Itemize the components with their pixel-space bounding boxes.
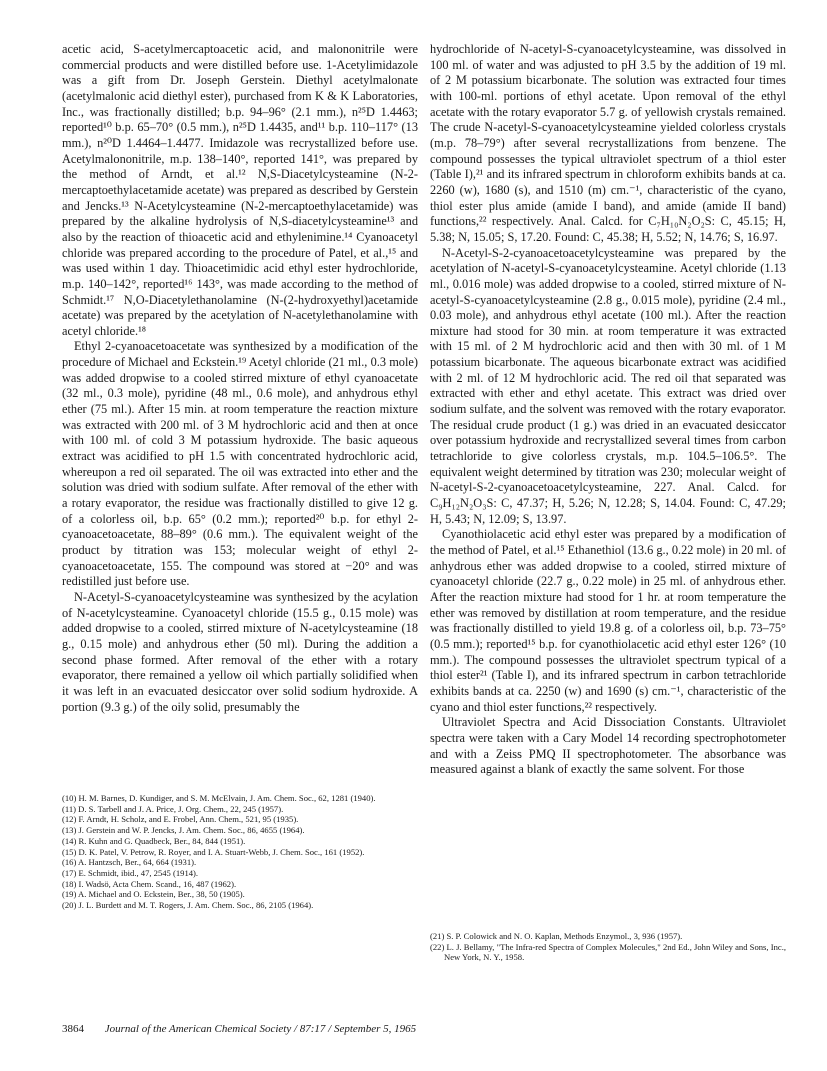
right-column xyxy=(430,42,786,778)
footnote: (22) L. J. Bellamy, "The Infra-red Spectra of Complex Molecules," 2nd Ed., John Wiley and Sons, Inc., New York, N. Y., 1958. xyxy=(430,941,786,963)
footnote: (21) S. P. Colowick and N. O. Kaplan, Methods Enzymol., 3, 936 (1957). xyxy=(430,931,683,941)
paragraph: acetic acid, S-acetylmercaptoacetic acid, and malononitrile were commercial products and were distilled before use. 1-Acetylimidazole was a gift from Dr. Joseph Gerstein. Diethyl acetylmalonate (acetylmalonic acid diethyl ester), purchased from K & K Laboratories, Inc., was fractionally distilled; b.p. 94–96° (2.1 mm.), n²⁵D 1.4463; reported¹⁰ b.p. 65–70° (0.5 mm.), n²⁵D 1.4435, and¹¹ b.p. 110–117° (13 mm.), n²⁰D 1.4464–1.4477. Imidazole was recrystallized before use. Acetylmalononitrile, m.p. 138–140°, reported 141°, was prepared by the method of Arndt, et al.¹² N,S-Diacetylcysteamine (N-2-mercaptoethylacetamide acetate) was prepared as described by Gerstein and Jencks.¹³ N-Acetylcysteamine (N-2-mercaptoethylacetamide) was prepared by the alkaline hydrolysis of N,S-diacetylcysteamine¹³ and also by the reaction of thioacetic acid and ethylenimine.¹⁴ Cyanoacetyl chloride was prepared according to the procedure of Patel, et al.,¹⁵ and was used within 1 day. Thioacetimidic acid ethyl ester hydrochloride, m.p. 140–142°, reported¹⁶ 143°, was made according to the method of Schmidt.¹⁷ N,O-Diacetylethanolamine (N-(2-hydroxyethyl)acetamide acetate) was prepared by the acetylation of N-acetylethanolamine with acetyl chloride.¹⁸ xyxy=(62,42,418,338)
paragraph: Ethyl 2-cyanoacetoacetate was synthesized by a modification of the procedure of Michael and Eckstein.¹⁹ Acetyl chloride (21 ml., 0.3 mole) was added dropwise to a cooled stirred mixture of ethyl cyanoacetate (32 ml., 0.3 mole), pyridine (48 ml., 0.6 mole), and anhydrous ethyl ether (75 ml.). After 15 min. at room temperature the reaction mixture was extracted with 200 ml. of 3 M hydrochloric acid and then at once with 100 ml. of cold 3 M potassium hydroxide. The basic aqueous extract was acidified to pH 1.5 with concentrated hydrochloric acid, whereupon a red oil separated. The oil was extracted into ether and the solution was dried with sodium sulfate. After removal of the ether with a rotary evaporator, the residue was fractionally distilled to give 12 g. of a colorless oil, b.p. 65° (0.2 mm.); reported²⁰ b.p. for ethyl 2-cyanoacetoacetate, 88–89° (0.6 mm.). The equivalent weight of the product by titration was 153; molecular weight of ethyl 2-cyanoacetoacetate, 155. The compound was stored at −20° and was redistilled just before use. xyxy=(62,339,418,589)
footnote: (13) J. Gerstein and W. P. Jencks, J. Am. Chem. Soc., 86, 4655 (1964). xyxy=(62,825,305,836)
footnote: (12) F. Arndt, H. Scholz, and E. Frobel, Ann. Chem., 521, 95 (1935). xyxy=(62,814,299,825)
footnote: (15) D. K. Patel, V. Petrow, R. Royer, and I. A. Stuart-Webb, J. Chem. Soc., 161 (1952). xyxy=(62,846,365,857)
paragraph: hydrochloride of N-acetyl-S-cyanoacetylcysteamine, was dissolved in 100 ml. of water and was adjusted to pH 3.5 by the addition of 19 ml. of 2 M potassium bicarbonate. The solution was extracted four times with 100-ml. portions of ethyl acetate. Upon removal of the ethyl acetate with the rotary evaporator 5.7 g. of yellowish crystals remained. The crude N-acetyl-S-cyanoacetylcysteamine yielded colorless crystals (m.p. 78–79°) after several recrystallizations from benzene. The compound possesses the typical ultraviolet spectrum of a thiol ester (Table I),²¹ and its infrared spectrum in chloroform exhibits bands at ca. 2260 (w), 1680 (s), and 1510 (m) cm.⁻¹, characteristic of the cyano, thiol ester plus amide (amide I band), and amide (amide II band) functions,²² respectively. Anal. Calcd. for C₇H₁₀N₂O₂S: C, 45.15; H, 5.38; N, 15.05; S, 17.20. Found: C, 45.38; H, 5.52; N, 14.76; S, 16.97. xyxy=(430,42,786,244)
paragraph: N-Acetyl-S-cyanoacetylcysteamine was synthesized by the acylation of N-acetylcysteamine. Cyanoacetyl chloride (15.5 g., 0.15 mole) was added dropwise to a cooled, stirred mixture of N-acetylcysteamine (18 g., 0.15 mole) and anhydrous ether (50 ml). During the addition a second phase formed. After removal of the ether with a rotary evaporator, there remained a yellow oil which partially solidified when it was left in an evacuated desiccator over solid sodium hydroxide. A portion (9.3 g.) of the oily solid, presumably the xyxy=(62,589,418,714)
footnote: (14) R. Kuhn and G. Quadbeck, Ber., 84, 844 (1951). xyxy=(62,835,246,846)
footnote: (17) E. Schmidt, ibid., 47, 2545 (1914). xyxy=(62,867,199,878)
page-number: 3864 xyxy=(62,1023,84,1035)
footnote: (18) I. Wadsö, Acta Chem. Scand., 16, 487 (1962). xyxy=(62,878,237,889)
paragraph: N-Acetyl-S-2-cyanoacetoacetylcysteamine was prepared by the acetylation of N-acetyl-S-cyanoacetylcysteamine. Acetyl chloride (1.13 ml., 0.016 mole) was added dropwise to a cooled, stirred mixture of N-acetyl-S-cyanoacetylcysteamine (2.8 g., 0.015 mole), pyridine (2.4 ml., 0.03 mole), and anhydrous ethyl acetate (100 ml.). After the reaction mixture had stood for 30 min. at room temperature it was extracted with 15 ml. of 2 M hydrochloric acid and then with 30 ml. of 1 M potassium bicarbonate. The aqueous bicarbonate extract was acidified with 2 ml. of 12 M hydrochloric acid. The red oil that separated was extracted with ether and ethyl acetate. This extract was dried over sodium sulfate, and the solvent was removed with the rotary evaporator. The residual crude product (1 g.) was dried in an evacuated desiccator over potassium hydroxide and recrystallized several times from carbon tetrachloride to give colorless crystals, m.p. 104.5–106.5°. The equivalent weight determined by titration was 230; molecular weight of N-acetyl-S-2-cyanoacetoacetylcysteamine, 227. Anal. Calcd. for C₉H₁₂N₂O₃S: C, 47.37; H, 5.26; N, 12.28; S, 14.04. Found: C, 47.29; H, 5.43; N, 12.09; S, 13.97. xyxy=(430,245,786,526)
left-column xyxy=(62,42,418,715)
footnotes-left xyxy=(62,793,418,911)
footnote: (19) A. Michael and O. Eckstein, Ber., 38, 50 (1905). xyxy=(62,889,245,900)
footnote: (20) J. L. Burdett and M. T. Rogers, J. Am. Chem. Soc., 86, 2105 (1964). xyxy=(62,900,314,911)
paragraph: Cyanothiolacetic acid ethyl ester was prepared by a modification of the method of Patel, et al.¹⁵ Ethanethiol (13.6 g., 0.22 mole) in 20 ml. of anhydrous ether was added dropwise to a cooled, stirred mixture of cyanoacetyl chloride (22.7 g., 0.22 mole) in 25 ml. of anhydrous ether. After the reaction mixture had stood for 1 hr. at room temperature the ether was removed by distillation at room temperature, and the residue was fractionally distilled to yield 19.8 g. of a colorless oil, b.p. 73–75° (0.5 mm.); reported¹⁵ b.p. for cyanothiolacetic acid ethyl ester 126° (10 mm.). The compound possesses the ultraviolet spectrum typical of a thiol ester²¹ (Table I), and its infrared spectrum in carbon tetrachloride exhibits bands at ca. 2250 (w) and 1690 (s) cm.⁻¹, characteristic of the cyano and thiol ester functions,²² respectively. xyxy=(430,527,786,714)
page-footer xyxy=(62,1023,416,1035)
footnote: (16) A. Hantzsch, Ber., 64, 664 (1931). xyxy=(62,857,197,868)
footnote: (10) H. M. Barnes, D. Kundiger, and S. M. McElvain, J. Am. Chem. Soc., 62, 1281 (1940). xyxy=(62,793,376,803)
paragraph: Ultraviolet Spectra and Acid Dissociation Constants. Ultraviolet spectra were taken with a Cary Model 14 recording spectrophotometer and with a Zeiss PMQ II spectrophotometer. The absorbance was measured against a blank of exactly the same solvent. For those xyxy=(430,715,786,777)
footnotes-right xyxy=(430,931,786,963)
footnote: (11) D. S. Tarbell and J. A. Price, J. Org. Chem., 22, 245 (1957). xyxy=(62,803,284,814)
journal-citation: Journal of the American Chemical Society / 87:17 / September 5, 1965 xyxy=(104,1023,417,1035)
